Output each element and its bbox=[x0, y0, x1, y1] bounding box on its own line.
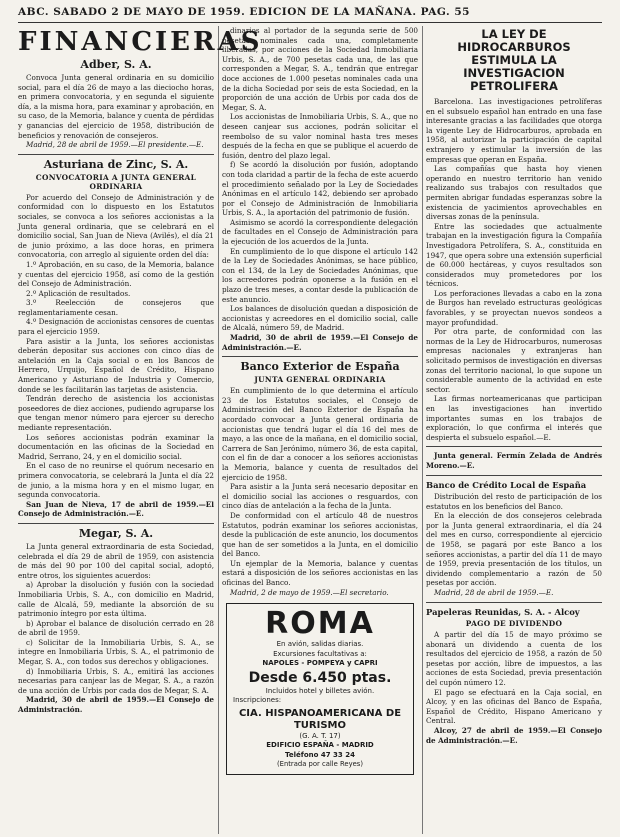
column-3 bbox=[426, 26, 602, 834]
article-paragraph: 1.º Aprobación, en su caso, de la Memoria, balance y cuentas del ejercicio 1958, así como de la gestión del Consejo de Administración. bbox=[18, 259, 214, 289]
ad-line: Excursiones facultativas a: bbox=[273, 649, 367, 658]
article-paragraph: Los accionistas de Inmobiliaria Urbis, S. A., que no deseen canjear sus acciones, podrán solicitar el reembolso de su valor nominal hasta tres meses después de la fecha en que se publique el acuerdo de fusión, dentro del plazo legal. bbox=[222, 112, 418, 160]
article-paragraph: En cumplimiento de lo que determina el artículo 23 de los Estatutos sociales, el Consejo de Administración del Banco Exterior de España ha acordado convocar a Junta general ordinaria de accionistas que tendrá lugar el día 16 del mes de mayo, a las once de la mañana, en el domicilio social, Carrera de San Jerónimo, número 36, de esta capital, con el fin de dar a conocer a los señores accionistas la Memoria, balance y cuenta de resultados del ejercicio de 1958. bbox=[222, 386, 418, 482]
ad-company-code: (G. A. T. 17) bbox=[299, 731, 341, 740]
ad-note: (Entrada por calle Reyes) bbox=[277, 760, 363, 769]
article-paragraph: De conformidad con el artículo 48 de nuestros Estatutos, podrán examinar los señores accionistas, desde la publicación de este anuncio, los documentos que han de ser sometidos a la Junta, en el domicilio del Banco. bbox=[222, 510, 418, 559]
article-paragraph: Las firmas norteamericanas que participan en las investigaciones han invertido importantes sumas en los trabajos de exploración, lo que confirma el interés que despierta el subsuelo español.—E. bbox=[426, 394, 602, 442]
article-paragraph: Los perforaciones llevadas a cabo en la zona de Burgos han revelado estructuras geológicas favorables, y se proyectan nuevos sondeos a mayor profundidad. bbox=[426, 288, 602, 327]
article-signoff: Alcoy, 27 de abril de 1959.—El Consejo de Administración.—E. bbox=[426, 726, 602, 745]
column-2 bbox=[222, 26, 418, 834]
page-header: ABC. SABADO 2 DE MAYO DE 1959. EDICION DE LA MAÑANA. PAG. 55 bbox=[18, 6, 602, 23]
divider bbox=[426, 446, 602, 447]
article-paragraph: Barcelona. Las investigaciones petrolíferas en el subsuelo español han entrado en una fase interesante gracias a las facilidades que otorga la vigente Ley de Hidrocarburos, aprobada en 1958, al autorizar la participación de capital extranjero y estimular la inversión de las empresas que operan en España. bbox=[426, 97, 602, 164]
article-dateline: Madrid, 2 de mayo de 1959.—El secretario. bbox=[230, 587, 389, 597]
travel-advertisement bbox=[226, 603, 414, 775]
ad-line: En avión, salidas diarias. bbox=[276, 640, 364, 649]
article-signoff: Madrid, 30 de abril de 1959.—El Consejo de Administración.—E. bbox=[222, 333, 418, 352]
article-paragraph: Convoca Junta general ordinaria en su domicilio social, para el día 26 de mayo a las dieciocho horas, en primera convocatoria, y en segunda el siguiente día, a la misma hora, para examinar y aprobación, en su caso, de la Memoria, balance y cuenta de pérdidas y ganancias del ejercicio de 1958, distribución de beneficios y renovación de consejeros. bbox=[18, 73, 214, 140]
article-paragraph: La Junta general extraordinaria de esta Sociedad, celebrada el día 29 de abril de 1959, con asistencia de más del 90 por 100 del capital social, adoptó, entre otros, los siguientes acuerdos: bbox=[18, 541, 214, 580]
article-paragraph: dinarios al portador de la segunda serie de 500 pesetas nominales cada una, completamente liberadas, por acciones de la Sociedad Inmobiliaria Urbis, S. A., de 700 pesetas cada una, de las que corresponden a Megar, S. A., tendrán que entregar doce acciones de 1.000 pesetas nominales cada una de la dicha Sociedad por seis de esta Sociedad, en la proporción de una acción de Urbis por cada dos de Megar, S. A. bbox=[222, 26, 418, 112]
article-paragraph: f) Se acordó la disolución por fusión, adoptando con toda claridad a partir de la fecha de este acuerdo el procedimiento señalado por la Ley de Sociedades Anónimas en el artículo 142, debiendo ser aprobado por el Consejo de Administración de Inmobiliaria Urbis, S. A., la aportación del patrimonio de fusión. bbox=[222, 160, 418, 218]
ad-destinations: NAPOLES - POMPEYA y CAPRI bbox=[262, 659, 378, 668]
article-title: Papeleras Reunidas, S. A. - Alcoy bbox=[426, 606, 580, 617]
ad-price: Desde 6.450 ptas. bbox=[248, 669, 392, 686]
article-title: Megar, S. A. bbox=[78, 526, 154, 540]
article-paragraph: En la elección de dos consejeros celebrada por la Junta general extraordinaria, el día 24 del mes en curso, correspondiente al ejercicio de 1958, se pagará por este Banco a los señores accionistas, a partir del día 11 de mayo de 1959, previa presentación de los títulos, un dividendo complementario a razón de 50 pesetas por acción. bbox=[426, 511, 602, 588]
article-title: Adber, S. A. bbox=[80, 58, 152, 71]
article-paragraph: Por acuerdo del Consejo de Administración y de conformidad con lo dispuesto en los Estatutos sociales, se convoca a los señores accionistas a la Junta general ordinaria, que se celebrará en el domicilio social, San Juan de Nieva (Avilés), el día 21 de junio próximo, a las doce horas, en primera convocatoria, con arreglo al siguiente orden del día: bbox=[18, 192, 214, 260]
article-signoff: Madrid, 30 de abril de 1959.—El Consejo de Administración. bbox=[18, 695, 214, 715]
divider bbox=[426, 475, 602, 476]
article-paragraph: A partir del día 15 de mayo próximo se abonará un dividendo a cuenta de los resultados del ejercicio de 1958, a razón de 50 pesetas por acción, libre de impuestos, a las acciones de esta Sociedad, previa presentación del cupón número 12. bbox=[426, 630, 602, 688]
article-paragraph: 2.º Aplicación de resultados. bbox=[26, 288, 131, 298]
article-subtitle: JUNTA GENERAL ORDINARIA bbox=[254, 375, 386, 385]
ad-company: CIA. HISPANOAMERICANA DE TURISMO bbox=[238, 707, 402, 731]
section-title: FINANCIERAS bbox=[18, 27, 263, 57]
ad-title: ROMA bbox=[265, 606, 375, 642]
ad-line: Incluidos hotel y billetes avión. bbox=[265, 686, 375, 695]
article-paragraph: Un ejemplar de la Memoria, balance y cuentas estará a disposición de los señores accionistas en las oficinas del Banco. bbox=[222, 558, 418, 588]
article-paragraph: b) Aprobar el balance de disolución cerrado en 28 de abril de 1959. bbox=[18, 618, 214, 638]
article-subtitle: PAGO DE DIVIDENDO bbox=[465, 619, 563, 629]
article-dateline: Madrid, 28 de abril de 1959.—El presidente.—E. bbox=[26, 140, 204, 150]
column-divider bbox=[218, 26, 219, 834]
article-paragraph: d) Inmobiliaria Urbis, S. A., emitirá las acciones necesarias para canjear las de Megar, S. A., a razón de una acción de Urbis por cada dos de Megar, S. A. bbox=[18, 666, 214, 695]
article-signoff: Junta general. Fermín Zelada de Andrés Moreno.—E. bbox=[426, 451, 602, 470]
article-paragraph: 4.º Designación de accionistas censores de cuentas para el ejercicio 1959. bbox=[18, 317, 214, 337]
article-title: Banco Exterior de España bbox=[240, 360, 400, 374]
article-paragraph: Por otra parte, de conformidad con las normas de la Ley de Hidrocarburos, numerosas empresas nacionales y extranjeras han solicitado permisos de investigación en diversas zonas del territorio nacional, lo que supone un considerable aumento de la actividad en este sector. bbox=[426, 327, 602, 394]
article-paragraph: En el caso de no reunirse el quórum necesario en primera convocatoria, se celebrará la Junta el día 22 de junio, a la misma hora y en el mismo lugar, en segunda convocatoria. bbox=[18, 461, 214, 500]
article-paragraph: 3.º Reelección de consejeros que reglamentariamente cesan. bbox=[18, 298, 214, 317]
article-paragraph: Los señores accionistas podrán examinar la documentación en las oficinas de la Sociedad en Madrid, Serrano, 24, y en el domicilio social. bbox=[18, 432, 214, 461]
article-paragraph: Para asistir a la Junta será necesario depositar en el domicilio social las acciones o resguardos, con cinco días de antelación a la fecha de la Junta. bbox=[222, 482, 418, 511]
ad-address: EDIFICIO ESPAÑA - MADRID bbox=[266, 741, 374, 750]
article-paragraph: Entre las sociedades que actualmente trabajan en la investigación figura la Compañía Investigadora Petrolífera, S. A., constituida en 1947, que opera sobre una extensión superficial de 60.000 hectáreas, y cuyos resultados son considerados muy prometedores por los técnicos. bbox=[426, 221, 602, 289]
ad-line: Inscripciones: bbox=[233, 696, 282, 705]
article-paragraph: Los balances de disolución quedan a disposición de accionistas y acreedores en el domicilio social, calle de Alcalá, número 59, de Madrid. bbox=[222, 304, 418, 333]
divider bbox=[18, 154, 214, 155]
article-dateline: Madrid, 28 de abril de 1959.—E. bbox=[434, 588, 554, 597]
article-title: Asturiana de Zinc, S. A. bbox=[43, 157, 189, 171]
divider bbox=[222, 356, 418, 357]
article-paragraph: En cumplimiento de lo que dispone el artículo 142 de la Ley de Sociedades Anónimas, se hace público, con el 134, de la Ley de Sociedades Anónimas, que los acreedores podrán oponerse a la fusión en el plazo de tres meses, a contar desde la publicación de este anuncio. bbox=[222, 246, 418, 304]
article-paragraph: El pago se efectuará en la Caja social, en Alcoy, y en las oficinas del Banco de España, Español de Crédito, Hispano Americano y Central. bbox=[426, 687, 602, 726]
article-title: Banco de Crédito Local de España bbox=[426, 479, 587, 490]
article-paragraph: Tendrán derecho de asistencia los accionistas poseedores de diez acciones, pudiendo agruparse los que tengan menor número para ejercer su derecho mediante representación. bbox=[18, 394, 214, 432]
article-paragraph: c) Solicitar de la Inmobiliaria Urbis, S. A., se integre en Inmobiliaria Urbis, S. A., el patrimonio de Megar, S. A., con todos sus derechos y obligaciones. bbox=[18, 637, 214, 667]
ad-phone: Teléfono 47 33 24 bbox=[285, 750, 355, 759]
article-paragraph: a) Aprobar la disolución y fusión con la sociedad Inmobiliaria Urbis, S. A., con domicilio en Madrid, calle de Alcalá, 59, mediante la absorción de su patrimonio íntegro por esta última. bbox=[18, 580, 214, 619]
article-subtitle: CONVOCATORIA A JUNTA GENERAL ORDINARIA bbox=[35, 172, 197, 191]
article-paragraph: Para asistir a la Junta, los señores accionistas deberán depositar sus acciones con cinco días de antelación en la Caja social o en los Bancos de Herrero, Urquijo, Español de Crédito, Hispano Americano y Asturiano de Industria y Comercio, donde se les facilitarán las tarjetas de asistencia. bbox=[18, 336, 214, 394]
divider bbox=[426, 602, 602, 603]
news-headline: LA LEY DE HIDROCARBUROS ESTIMULA LA INVESTIGACION PETROLIFERA bbox=[457, 27, 571, 93]
article-paragraph: Las compañías que hasta hoy vienen operando en nuestro territorio han venido realizando sus trabajos con resultados que permiten abrigar fundadas esperanzas sobre la existencia de yacimientos aprovechables en diversas zonas de la península. bbox=[426, 164, 602, 222]
article-paragraph: Distribución del resto de participación de los estatutos en los beneficios del Banco. bbox=[426, 492, 602, 511]
column-divider bbox=[422, 26, 423, 834]
divider bbox=[18, 523, 214, 524]
article-paragraph: Asimismo se acordó la correspondiente delegación de facultades en el Consejo de Administración para la ejecución de los acuerdos de la Junta. bbox=[222, 217, 418, 247]
article-signoff: San Juan de Nieva, 17 de abril de 1959.—El Consejo de Administración.—E. bbox=[18, 499, 214, 519]
